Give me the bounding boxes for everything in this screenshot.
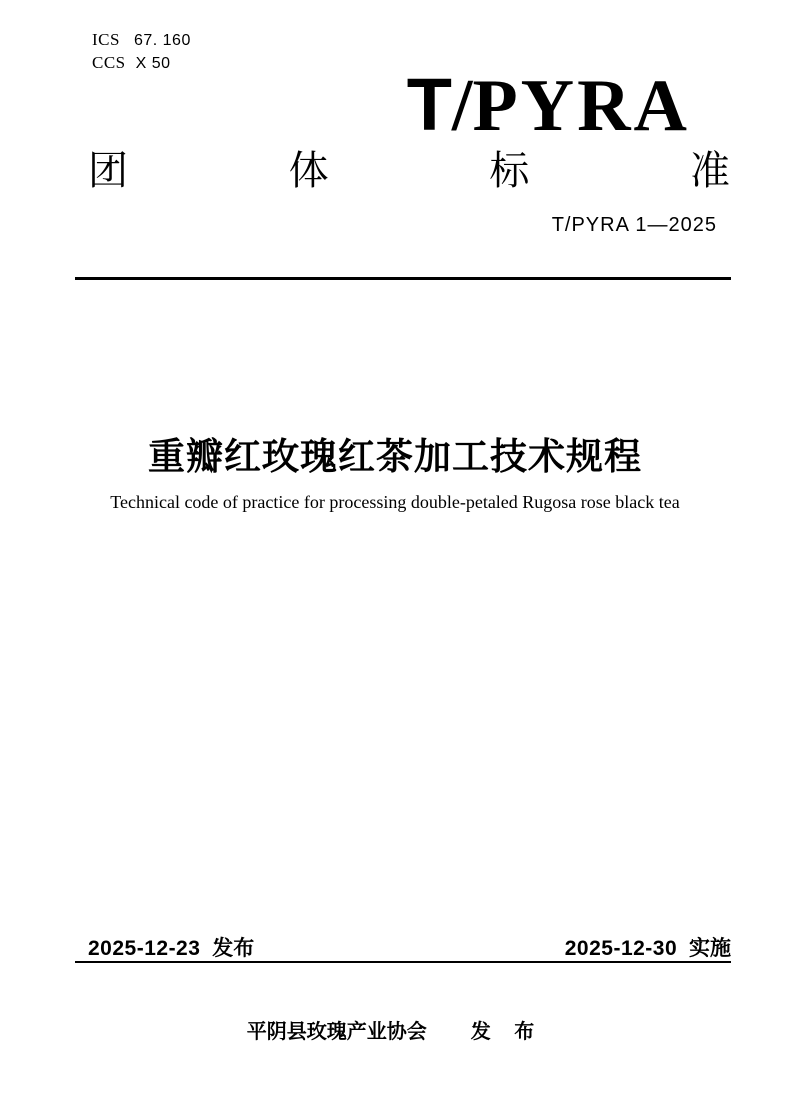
standard-type-char-tuan: 团 [88, 149, 128, 193]
standard-type-row [88, 148, 730, 194]
publish-label: 发 布 [470, 1021, 544, 1043]
implement-label: 实施 [689, 937, 731, 960]
implement-date-group [565, 932, 731, 962]
footer-rule [75, 961, 731, 963]
issue-date-group [88, 932, 254, 962]
dates-row [88, 932, 731, 962]
ics-code-line [92, 30, 191, 53]
logo-word-pyra: PYRA [472, 65, 690, 147]
ics-label: ICS [92, 30, 120, 49]
publisher-name: 平阴县玫瑰产业协会 [246, 1021, 427, 1043]
standard-type-char-biao: 标 [489, 149, 530, 193]
document-title-chinese: 重瓣红玫瑰红茶加工技术规程 [148, 436, 642, 477]
standard-type-char-ti: 体 [288, 149, 329, 193]
implement-date: 2025-12-30 [564, 937, 678, 960]
standard-code: T/PYRA 1—2025 [551, 214, 717, 236]
classification-codes [92, 30, 191, 76]
t-pyra-logo [406, 63, 690, 147]
publisher-row [0, 1015, 790, 1044]
header-rule [75, 277, 731, 280]
ccs-label: CCS [92, 53, 126, 72]
ccs-value: X 50 [135, 55, 171, 72]
ics-value: 67. 160 [133, 32, 191, 49]
ccs-code-line [92, 53, 191, 76]
logo-letter-t: T [406, 63, 452, 146]
document-title-english: Technical code of practice for processing double-petaled Rugosa rose black tea [110, 492, 680, 512]
standard-type-char-zhun: 准 [689, 149, 730, 193]
issue-date: 2025-12-23 [88, 937, 201, 960]
logo-slash: / [451, 65, 473, 147]
issue-label: 发布 [212, 937, 255, 960]
